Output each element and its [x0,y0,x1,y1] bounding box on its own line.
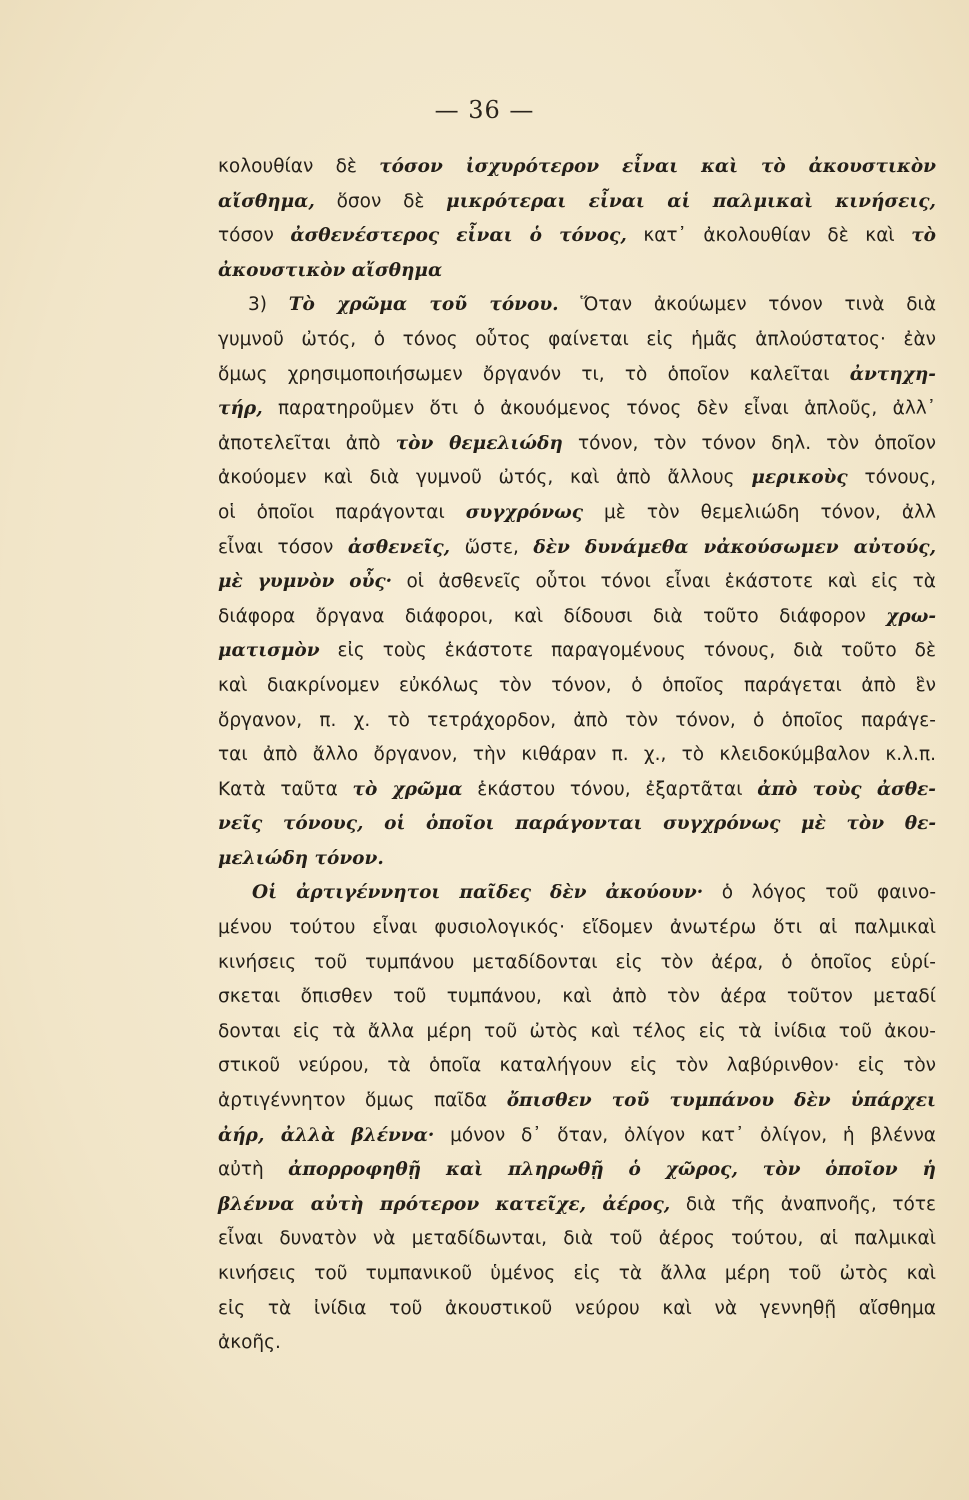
text-segment: ὄργανον, π. χ. τὸ τετράχορδον, ἀπὸ τὸν τόνον, ὁ ὁποῖος παράγε- [218,709,936,731]
text-line [218,219,936,254]
text-segment: μένου τούτου εἶναι φυσιολογικός· εἴδομεν ἀνωτέρω ὅτι αἱ παλμικαὶ [218,917,936,939]
text-segment: μόνον δ᾿ ὅταν, ὀλίγον κατ᾿ ὀλίγον, ἡ βλέννα [434,1124,936,1146]
emphasized-text: τὸν θεμελιώδη [395,432,563,454]
text-segment: εἶναι δυνατὸν νὰ μεταδίδωνται, διὰ τοῦ ἀέρος τούτου, αἱ παλμικαὶ [218,1228,936,1250]
text-segment: εἰς τὰ ἰνίδια τοῦ ἀκουστικοῦ νεύρου καὶ νὰ γεννηθῇ αἴσθημα [218,1297,936,1319]
text-line [218,842,936,877]
text-line [218,1222,936,1257]
emphasized-text: ἀντηχη- [849,363,936,385]
text-segment: Κατὰ ταῦτα [218,778,353,800]
text-segment: εἶναι τόσον [218,536,348,558]
emphasized-text: μικρότεραι εἶναι αἱ παλμικαὶ κινήσεις, [446,190,936,212]
text-segment: ἀκοῆς. [218,1332,281,1354]
text-segment: κινήσεις τοῦ τυμπανικοῦ ὑμένος εἰς τὰ ἄλλα μέρη τοῦ ὠτὸς καὶ [218,1263,936,1284]
text-segment: κινήσεις τοῦ τυμπάνου μεταδίδονται εἰς τὸν ἀέρα, ὁ ὁποῖος εὑρί- [218,951,936,973]
text-segment: Ὅταν ἀκούωμεν τόνον τινὰ διὰ [558,294,937,316]
text-segment: διὰ τῆς ἀναπνοῆς, τότε [670,1193,936,1215]
text-segment: καὶ διακρίνομεν εὐκόλως τὸν τόνον, ὁ ὁποῖος παράγεται ἀπὸ ἓν [218,674,936,696]
text-line [218,1153,936,1188]
text-line [218,461,936,496]
text-segment: ἀρτιγέννητον ὅμως παῖδα [218,1090,507,1112]
text-segment: ται ἀπὸ ἄλλο ὄργανον, τὴν κιθάραν π. χ., τὸ κλειδοκύμβαλον κ.λ.π. [218,744,936,766]
text-line [218,738,936,773]
emphasized-text: αἴσθημα, [218,190,315,212]
text-segment: δονται εἰς τὰ ἄλλα μέρη τοῦ ὠτὸς καὶ τέλος εἰς τὰ ἰνίδια τοῦ ἀκου- [218,1020,936,1042]
emphasized-text: τήρ, [218,398,263,420]
emphasized-text: νεῖς τόνους, οἱ ὁποῖοι παράγονται συγχρόνως μὲ τὸν θε- [218,813,936,835]
emphasized-text: μερικοὺς [751,467,848,489]
text-segment: οἱ ὁποῖοι παράγονται [218,501,466,523]
text-segment: ἑκάστου τόνου, ἐξαρτᾶται [462,778,758,800]
text-segment: διάφορα ὄργανα διάφοροι, καὶ δίδουσι διὰ τοῦτο διάφορον [218,605,887,627]
text-line [218,496,936,531]
text-segment: σκεται ὄπισθεν τοῦ τυμπάνου, καὶ ἀπὸ τὸν ἀέρα τοῦτον μεταδί [218,986,936,1008]
text-line [218,669,936,704]
text-segment: τόσον [218,225,291,247]
text-line [218,254,936,289]
text-line [218,288,936,323]
emphasized-text: Τὸ χρῶμα τοῦ τόνου. [288,294,559,316]
text-segment: κατ᾿ ἀκολουθίαν δὲ καὶ [626,225,912,247]
text-line [218,323,936,358]
emphasized-text: χρω- [886,605,936,627]
text-segment: ὁ λόγος τοῦ φαινο- [703,882,936,904]
text-segment: εἰς τοὺς ἑκάστοτε παραγομένους τόνους, διὰ τοῦτο δὲ [319,640,936,662]
text-segment: οἱ ἀσθενεῖς οὗτοι τόνοι εἶναι ἑκάστοτε καὶ εἰς τὰ [392,571,936,593]
text-segment: ὅσον δὲ [314,190,447,212]
text-segment: 3) [248,294,289,316]
text-line [218,1292,936,1327]
text-line [218,531,936,566]
text-line [218,876,936,911]
text-line [218,1015,936,1050]
text-segment: ὅμως χρησιμοποιήσωμεν ὄργανόν τι, τὸ ὁποῖον καλεῖται [218,363,850,385]
emphasized-text: ὄπισθεν τοῦ τυμπάνου δὲν ὑπάρχει [506,1090,936,1112]
emphasized-text: συγχρόνως [465,501,583,523]
text-segment: ὥστε, [450,536,534,558]
text-line [218,600,936,635]
text-line [218,911,936,946]
text-line [218,427,936,462]
emphasized-text: ἀήρ, ἀλλὰ βλέννα· [218,1124,435,1146]
emphasized-text: βλέννα αὐτὴ πρότερον κατεῖχε, ἀέρος, [218,1193,671,1215]
emphasized-text: τόσον ἰσχυρότερον εἶναι καὶ τὸ ἀκουστικὸν [379,156,936,177]
emphasized-text: μὲ γυμνὸν οὖς· [218,571,393,593]
text-line [218,704,936,739]
text-line [218,1188,936,1223]
text-line [218,980,936,1015]
emphasized-text: δὲν δυνάμεθα νἀκούσωμεν αὐτούς, [533,536,937,558]
text-line [218,565,936,600]
text-segment: κολουθίαν δὲ [218,156,380,177]
text-segment: τόνον, τὸν τόνον δηλ. τὸν ὁποῖον [562,432,936,454]
text-segment: μὲ τὸν θεμελιώδη τόνον, ἀλλ [583,501,936,523]
text-segment: ἀποτελεῖται ἀπὸ [218,432,396,454]
page-number: — 36 — [434,96,535,124]
emphasized-text: ματισμὸν [218,640,320,662]
text-line [218,946,936,981]
text-segment: ἀκούομεν καὶ διὰ γυμνοῦ ὠτός, καὶ ἀπὸ ἄλλους [218,467,752,489]
text-line [218,773,936,808]
text-line [218,358,936,393]
text-line [218,392,936,427]
emphasized-text: μελιώδη τόνον. [218,847,384,869]
emphasized-text: ἀσθενέστερος εἶναι ὁ τόνος, [290,225,627,247]
emphasized-text: ἀπορροφηθῇ καὶ πληρωθῇ ὁ χῶρος, τὸν ὁποῖον ἡ [288,1159,936,1181]
text-line [218,1049,936,1084]
emphasized-text: τὸ [911,225,936,247]
emphasized-text: τὸ χρῶμα [352,778,463,800]
text-line [218,807,936,842]
text-segment: στικοῦ νεύρου, τὰ ὁποῖα καταλήγουν εἰς τὸν λαβύρινθον· εἰς τὸν [218,1055,936,1077]
text-segment: τόνους, [847,467,936,489]
emphasized-text: ἀσθενεῖς, [347,536,451,558]
text-segment: γυμνοῦ ὠτός, ὁ τόνος οὗτος φαίνεται εἰς ἡμᾶς ἁπλούστατος· ἐὰν [218,328,936,350]
text-line [218,1326,936,1361]
text-line [218,185,936,220]
text-line [218,1257,936,1292]
text-line [218,634,936,669]
emphasized-text: ἀκουστικὸν αἴσθημα [218,259,443,281]
emphasized-text: Οἱ ἀρτιγέννητοι παῖδες δὲν ἀκούουν· [252,882,704,904]
text-line [218,150,936,185]
text-line [218,1084,936,1119]
text-line [218,1119,936,1154]
emphasized-text: ἀπὸ τοὺς ἀσθε- [757,778,936,800]
text-segment: αὐτὴ [218,1159,289,1181]
body-text [218,150,936,1361]
text-segment: παρατηροῦμεν ὅτι ὁ ἀκουόμενος τόνος δὲν εἶναι ἁπλοῦς, ἀλλ᾿ [262,398,936,420]
